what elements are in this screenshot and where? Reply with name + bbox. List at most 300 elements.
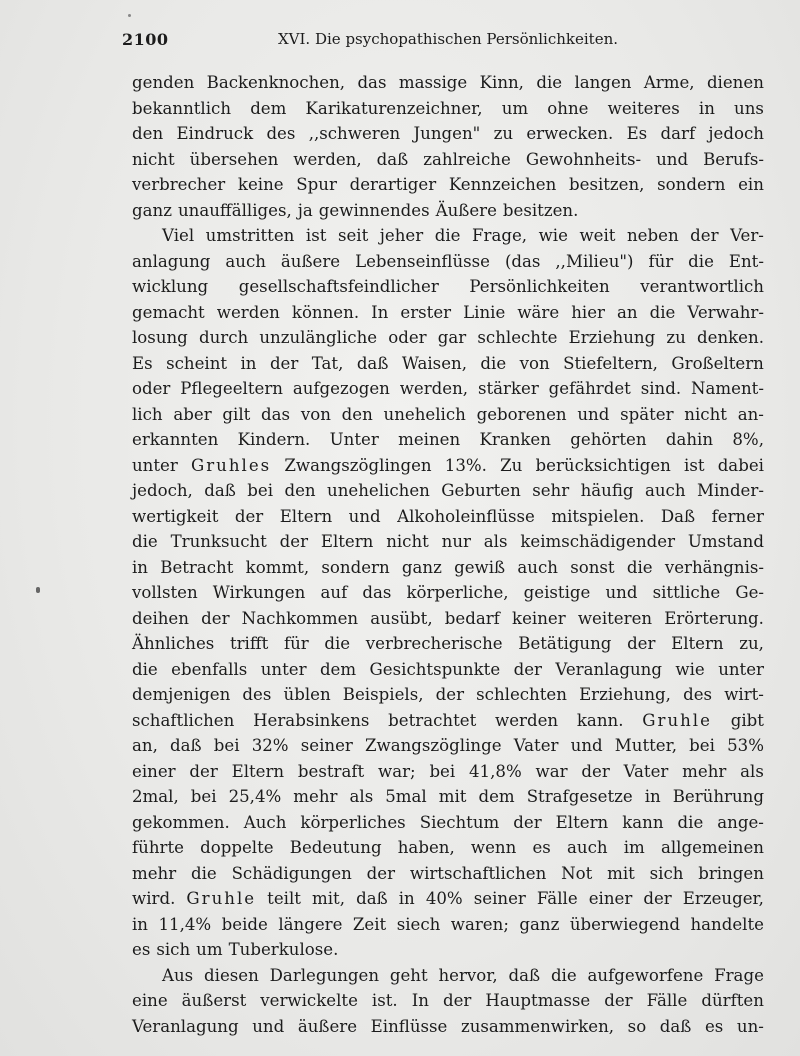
word: aufgezogen [292, 379, 390, 398]
word: besitzen. [502, 200, 579, 220]
word: die [677, 812, 704, 832]
word: sich [156, 940, 191, 959]
word: ebenfalls [171, 659, 248, 679]
text-line [132, 427, 764, 453]
word: als [740, 761, 764, 781]
word: der [201, 608, 230, 628]
running-head: XVI. Die psychopathischen Persönlichkeiten. [278, 30, 619, 48]
word: vollsten [132, 583, 198, 602]
word: Erzeuger, [682, 889, 764, 908]
word: bekanntlich [132, 98, 232, 118]
word: und [656, 149, 689, 169]
word: von [519, 353, 550, 373]
text-line [132, 351, 764, 377]
word: der [513, 659, 542, 679]
word: Vater [513, 736, 559, 755]
word: um [196, 940, 223, 959]
word: verbrecher [132, 175, 226, 194]
word: in [698, 98, 715, 118]
word: weiteren [577, 608, 653, 628]
word: Betracht [160, 557, 234, 577]
word: an- [737, 404, 764, 424]
word: ganz [132, 200, 172, 220]
word: äußere [280, 251, 341, 271]
text-line [132, 555, 764, 581]
word: seit [337, 226, 369, 245]
word: Erziehung [568, 328, 656, 347]
word: unehelichen [327, 481, 430, 500]
text-line [132, 733, 764, 759]
text-line [132, 172, 764, 198]
word: sind. [640, 379, 682, 398]
word: für [648, 251, 674, 271]
word: 5mal [385, 787, 427, 806]
text-line [132, 708, 764, 734]
word: in [132, 557, 148, 577]
word: Waisen, [401, 353, 467, 373]
word: bringen [698, 863, 764, 883]
word: war; [378, 761, 416, 781]
word: Kennzeichen [448, 175, 557, 194]
word: daß [376, 149, 409, 169]
word: des [266, 124, 296, 143]
word: die [550, 965, 577, 985]
word: verhängnis- [664, 557, 764, 577]
word: im [623, 838, 645, 857]
word: die [536, 73, 563, 92]
word: übersehen [189, 149, 279, 169]
word: Kinn, [479, 73, 524, 92]
text-line [132, 759, 764, 785]
word: Geburten [441, 481, 521, 500]
word: hervor, [438, 965, 498, 985]
word: durch [198, 328, 249, 347]
word: keine [237, 175, 284, 194]
word: besitzen, [569, 175, 645, 194]
word: längere [278, 914, 343, 934]
word: Nachkommen [241, 608, 359, 628]
word: unehelich [383, 404, 466, 424]
word: Viel [162, 226, 195, 245]
word: bei [190, 787, 217, 806]
word: wicklung [132, 277, 209, 296]
text-line [132, 682, 764, 708]
word: die [649, 302, 676, 322]
word: der [643, 889, 672, 908]
word: der [604, 991, 633, 1010]
word: der [279, 532, 309, 551]
word: anlagung [132, 251, 211, 271]
word: derartiger [349, 175, 437, 194]
word: In [371, 302, 389, 322]
word: denken. [697, 328, 764, 347]
word: dabei [717, 455, 764, 475]
word: Pflegeeltern [180, 379, 283, 398]
text-line [132, 504, 764, 530]
word: daß [356, 353, 389, 373]
word: auf [320, 583, 348, 602]
word: Zeit [352, 914, 387, 934]
word: Kindern. [237, 430, 311, 449]
word: der [234, 506, 264, 526]
word: Tuberkulose. [228, 940, 339, 959]
word: einer [132, 761, 176, 781]
word: das [261, 404, 291, 424]
word: werden [495, 710, 559, 730]
word: und [348, 506, 381, 526]
word: die [480, 353, 507, 373]
word: wenn [470, 838, 517, 857]
page-header [122, 28, 762, 52]
word: beide [221, 914, 268, 934]
word: nur [441, 532, 471, 551]
text-line [132, 453, 764, 479]
word: der [442, 991, 472, 1010]
body-text [132, 70, 764, 1039]
word: um [501, 98, 529, 118]
word: gesellschaftsfeindlicher [238, 277, 439, 296]
text-line [132, 580, 764, 606]
word: verbrecherische [365, 634, 503, 653]
word: Eltern [555, 812, 609, 832]
word: Eltern [320, 532, 374, 551]
word: aber [173, 404, 212, 424]
word: dem [319, 659, 357, 679]
word: als [349, 787, 374, 806]
word: Ent- [728, 251, 764, 271]
word: dem [478, 787, 515, 806]
word: können. [291, 302, 360, 322]
text-line [132, 835, 764, 861]
word: wie [538, 226, 568, 245]
word: 11,4% [158, 914, 212, 934]
word: hier [571, 302, 605, 322]
word: bei [247, 481, 274, 500]
text-line [132, 402, 764, 428]
word: so [627, 1016, 647, 1036]
word: demjenigen [132, 685, 231, 704]
word: weit [579, 226, 616, 245]
word: massige [398, 73, 468, 92]
word: werden [216, 302, 280, 322]
word: geistige [523, 583, 591, 602]
word: Gruhles [190, 455, 272, 475]
word: uns [734, 98, 764, 118]
word: Eltern [279, 506, 333, 526]
word: gibt [730, 710, 764, 730]
text-line [132, 657, 764, 683]
word: bei [689, 736, 715, 755]
word: überwiegend [569, 914, 680, 934]
word: Daß [660, 506, 696, 526]
word: wie [675, 659, 705, 679]
word: die [191, 863, 217, 883]
text-line [132, 249, 764, 275]
word: auch [644, 481, 686, 500]
word: Strafgesetze [526, 787, 633, 806]
word: Backenknochen, [206, 73, 346, 92]
text-line [132, 988, 764, 1014]
word: und [570, 736, 603, 755]
word: es [704, 1016, 724, 1036]
word: Nament- [691, 379, 764, 398]
word: es [132, 940, 151, 959]
word: in [398, 889, 415, 908]
word: Großeltern [671, 353, 764, 373]
word: 8%, [732, 430, 764, 449]
word: sonst [570, 557, 615, 577]
word: gehörten [570, 430, 647, 449]
word: sich [649, 863, 684, 883]
word: 25,4% [228, 787, 282, 806]
word: ein [738, 175, 764, 194]
word: werden, [293, 149, 362, 169]
word: der [513, 812, 542, 832]
word: jedoch, [132, 481, 193, 500]
text-line [132, 784, 764, 810]
word: diesen [204, 965, 259, 985]
word: nicht [386, 532, 429, 551]
word: in [644, 787, 661, 806]
word: Ähnliches [132, 634, 215, 653]
word: Bedeutung [289, 838, 382, 857]
word: daß [170, 736, 202, 755]
word: mit [438, 787, 467, 806]
word: ganz [519, 914, 560, 934]
word: ist [684, 455, 705, 475]
word: wird. [132, 889, 176, 908]
word: Wirkungen [212, 583, 306, 602]
word: betrachtet [388, 710, 477, 730]
word: dürften [701, 991, 764, 1010]
text-line [132, 147, 764, 173]
word: ist. [371, 991, 398, 1010]
word: gefährdet [548, 379, 631, 398]
word: seiner [473, 889, 526, 908]
word: Berufs- [703, 149, 764, 169]
word: berücksichtigen [535, 455, 671, 475]
word: unter [260, 659, 307, 679]
word: keimschädigender [520, 532, 676, 551]
word: unter [718, 659, 764, 679]
word: zusammenwirken, [460, 1016, 615, 1036]
word: erwecken. [526, 124, 614, 143]
word: erkannten [132, 430, 219, 449]
text-line [132, 886, 764, 912]
text-line [132, 912, 764, 938]
word: Ge- [735, 583, 764, 602]
word: der [435, 685, 464, 704]
word: die [324, 634, 351, 653]
word: losung [132, 328, 188, 347]
word: wertigkeit [132, 506, 219, 526]
text-line [132, 861, 764, 887]
word: Veranlagung [132, 1016, 239, 1036]
word: körperliche, [406, 583, 509, 602]
word: Lebenseinflüsse [355, 251, 490, 271]
word: mit [607, 863, 635, 883]
margin-mark [36, 587, 40, 593]
word: ,,schweren [308, 124, 401, 143]
word: der [581, 761, 610, 781]
word: ,,Milieu") [555, 251, 634, 271]
word: In [411, 991, 429, 1010]
word: auch [225, 251, 266, 271]
word: wirtschaftlichen [409, 863, 547, 883]
word: Jungen" [413, 124, 481, 143]
word: verantwortlich [640, 277, 764, 296]
word: Schädigungen [231, 863, 352, 883]
word: nicht [132, 149, 175, 169]
word: dienen [706, 73, 764, 92]
word: und [252, 1016, 285, 1036]
word: Zu [500, 455, 523, 475]
word: äußere [297, 1016, 358, 1036]
word: die [434, 226, 461, 245]
word: Verwahr- [687, 302, 764, 322]
word: mehr [293, 787, 338, 806]
word: Äußere [435, 200, 497, 220]
word: Vater [623, 761, 669, 781]
text-line [132, 631, 764, 657]
word: unter [132, 455, 178, 475]
word: Fälle [536, 889, 578, 908]
word: trifft [229, 634, 269, 653]
word: Umstand [687, 532, 764, 551]
word: mit, [312, 889, 346, 908]
word: der [189, 761, 218, 781]
word: Hauptmasse [485, 991, 591, 1010]
word: (das [504, 251, 541, 271]
word: Eltern [231, 761, 285, 781]
word: sondern [657, 175, 726, 194]
word: Ver- [730, 226, 764, 245]
word: Trunksucht [170, 532, 267, 551]
word: werden, [399, 379, 469, 398]
word: die [132, 659, 158, 679]
word: mitspielen. [551, 506, 645, 526]
text-line [132, 810, 764, 836]
word: gewiß [454, 557, 506, 577]
word: jedoch [708, 124, 764, 143]
word: 53% [727, 736, 764, 755]
word: äußerst [181, 991, 247, 1010]
word: allgemeinen [660, 838, 764, 857]
word: führte [132, 838, 184, 857]
text-line [132, 325, 764, 351]
word: Gewohnheits- [525, 149, 642, 169]
text-line [132, 478, 764, 504]
word: lich [132, 404, 163, 424]
word: sehr [532, 481, 570, 500]
word: jeher [379, 226, 424, 245]
word: Eindruck [176, 124, 254, 143]
word: Minder- [696, 481, 764, 500]
word: Mutter, [614, 736, 678, 755]
word: dem [250, 98, 287, 118]
word: seiner [300, 736, 353, 755]
word: Linie [463, 302, 506, 322]
word: Veranlagung [555, 659, 662, 679]
text-line [132, 274, 764, 300]
word: kann. [576, 710, 624, 730]
word: mehr [682, 761, 727, 781]
word: Berührung [672, 787, 764, 806]
word: Herabsinkens [253, 710, 370, 730]
word: weiteres [607, 98, 680, 118]
word: der [366, 863, 396, 883]
word: Tat, [311, 353, 344, 373]
word: den [132, 124, 164, 143]
word: gar [437, 328, 467, 347]
word: der [627, 634, 656, 653]
word: langen [574, 73, 632, 92]
text-line [132, 1014, 764, 1040]
word: bei [213, 736, 240, 755]
word: aufgeworfene [587, 965, 704, 985]
word: Kranken [479, 430, 551, 449]
word: wäre [517, 302, 560, 322]
word: un- [736, 1016, 764, 1036]
word: unzulängliche [259, 328, 378, 347]
text-line [132, 963, 764, 989]
word: ja [297, 200, 313, 220]
text-line [132, 223, 764, 249]
word: haben, [397, 838, 455, 857]
word: Beispiels, [342, 685, 424, 704]
word: Aus [162, 965, 194, 985]
text-line [132, 606, 764, 632]
word: Arme, [643, 73, 695, 92]
word: war [535, 761, 568, 781]
page-number: 2100 [122, 30, 169, 49]
word: oder [388, 328, 427, 347]
word: doppelte [200, 838, 274, 857]
word: von [300, 404, 331, 424]
word: stärker [477, 379, 539, 398]
word: siech [396, 914, 441, 934]
word: bestraft [297, 761, 365, 781]
word: kann [622, 812, 664, 832]
word: wirt- [724, 685, 764, 704]
word: als [483, 532, 508, 551]
word: zu [493, 124, 514, 143]
word: nicht [684, 404, 727, 424]
word: und [605, 583, 638, 602]
word: es [532, 838, 551, 857]
word: sondern [321, 557, 390, 577]
word: einer [588, 889, 633, 908]
word: bedarf [444, 608, 500, 628]
word: des [683, 685, 713, 704]
word: keiner [512, 608, 566, 628]
word: Betätigung [518, 634, 612, 653]
word: körperliches [300, 812, 406, 832]
word: Es [626, 124, 648, 143]
word: Fälle [646, 991, 688, 1010]
word: 40% [425, 889, 463, 908]
word: scheint [166, 353, 228, 373]
word: 32% [251, 736, 289, 755]
text-line [132, 96, 764, 122]
word: unauffälliges, [177, 200, 292, 220]
word: Stiefeltern, [563, 353, 658, 373]
word: Gruhle [642, 710, 712, 730]
word: des [242, 685, 272, 704]
text-line [132, 70, 764, 96]
word: Persönlichkeiten [469, 277, 610, 296]
text-line [132, 198, 764, 224]
